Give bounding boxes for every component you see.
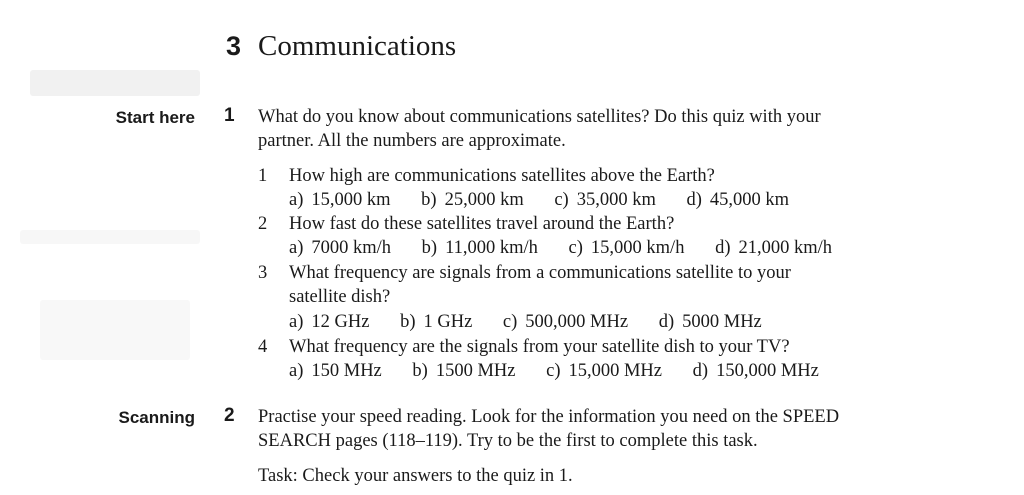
question-number: 4 bbox=[258, 337, 268, 357]
instruction-line: SEARCH pages (118–119). Try to be the first to complete this task. bbox=[258, 431, 758, 451]
unit-title: Communications bbox=[258, 30, 457, 62]
answer-option-d[interactable]: d) 45,000 km bbox=[686, 190, 790, 210]
answer-option-d[interactable]: d) 21,000 km/h bbox=[715, 238, 833, 258]
answer-option-b[interactable]: b) 11,000 km/h bbox=[421, 238, 538, 258]
answer-option-c[interactable]: c) 500,000 MHz bbox=[502, 312, 629, 332]
task-text: Task: Check your answers to the quiz in 1. bbox=[258, 466, 573, 486]
answer-options bbox=[289, 359, 845, 383]
answer-option-a[interactable]: a) 7000 km/h bbox=[289, 238, 392, 258]
question-text: How fast do these satellites travel around the Earth? bbox=[289, 214, 675, 234]
question-text: How high are communications satellites above the Earth? bbox=[289, 166, 715, 186]
instruction-line: partner. All the numbers are approximate. bbox=[258, 131, 566, 151]
bleed-through-mark bbox=[40, 300, 190, 360]
answer-option-b[interactable]: b) 1500 MHz bbox=[412, 361, 516, 381]
task-number-1: 1 bbox=[224, 105, 235, 126]
answer-option-a[interactable]: a) 12 GHz bbox=[289, 312, 370, 332]
answer-option-c[interactable]: c) 15,000 MHz bbox=[546, 361, 663, 381]
answer-option-c[interactable]: c) 15,000 km/h bbox=[568, 238, 685, 258]
answer-option-a[interactable]: a) 150 MHz bbox=[289, 361, 382, 381]
answer-option-c[interactable]: c) 35,000 km bbox=[554, 190, 656, 210]
unit-number: 3 bbox=[226, 31, 242, 61]
answer-option-d[interactable]: d) 5000 MHz bbox=[658, 312, 762, 332]
question-number: 3 bbox=[258, 263, 268, 283]
bleed-through-mark bbox=[30, 70, 200, 96]
question-number: 1 bbox=[258, 166, 268, 186]
bleed-through-mark bbox=[20, 230, 200, 244]
task-number-2: 2 bbox=[224, 405, 235, 426]
instruction-line: What do you know about communications satellites? Do this quiz with your bbox=[258, 107, 821, 127]
question-number: 2 bbox=[258, 214, 268, 234]
answer-option-d[interactable]: d) 150,000 MHz bbox=[692, 361, 819, 381]
answer-option-b[interactable]: b) 25,000 km bbox=[421, 190, 524, 210]
question-text: What frequency are the signals from your satellite dish to your TV? bbox=[289, 337, 790, 357]
answer-option-a[interactable]: a) 15,000 km bbox=[289, 190, 391, 210]
section-label-start-here: Start here bbox=[115, 108, 195, 127]
question-text: What frequency are signals from a communications satellite to your bbox=[289, 263, 791, 283]
section-label-scanning: Scanning bbox=[118, 408, 195, 427]
answer-options bbox=[289, 236, 858, 260]
answer-options bbox=[289, 310, 788, 334]
question-text: satellite dish? bbox=[289, 287, 391, 307]
answer-option-b[interactable]: b) 1 GHz bbox=[400, 312, 473, 332]
instruction-line: Practise your speed reading. Look for the information you need on the SPEED bbox=[258, 407, 840, 427]
answer-options bbox=[289, 188, 815, 212]
